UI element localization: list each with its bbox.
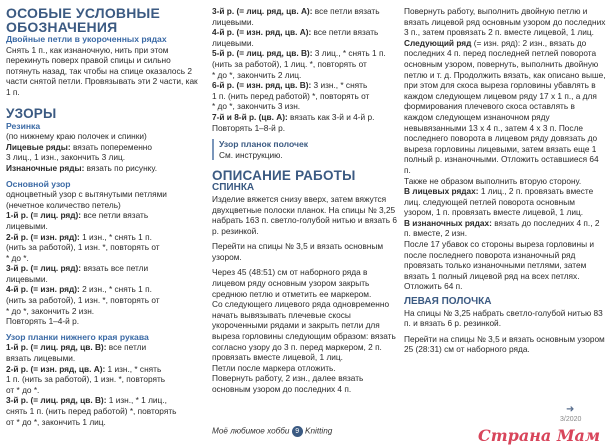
text-line: (по нижнему краю полочек и спинки) [6, 131, 147, 142]
subheading-sleeve-plank: Узор планки нижнего края рукава [6, 331, 149, 342]
footer [212, 426, 332, 437]
text-double-loops: Снять 1 п., как изнаночную, нить при этом перекинуть поверх правой спицы и сильно потянуть назад, так чтобы на спице оказалось 2 части снятой петли. Провязывать эти 2 части, как 1 п. [6, 44, 198, 97]
page-number: 3/2020 [560, 416, 582, 423]
text-line: одноцветный узор с вытянутыми петлями [6, 189, 167, 200]
text-paragraph: В лицевых рядах: 1 лиц., 2 п. провязать вместе лиц. следующей петлей поворота основным узором, 1 п. провязать вместе лицевой, 1 лиц. [404, 186, 594, 218]
text-line: от * до *, закончить 1 лиц. [6, 416, 106, 427]
heading-patterns: УЗОРЫ [6, 105, 57, 121]
column-left [6, 6, 204, 427]
text-line: 1-й р. (= лиц. ряд): все петли вязать [6, 210, 149, 221]
text-paragraph: Изделие вяжется снизу вверх, затем вяжутся двухцветные полоски планок. На спицы № 3,25 набрать 163 п. светло-голубой нитью и вязать 6 р. резинкой. [212, 193, 397, 236]
subheading-double-loops: Двойные петли в укороченных рядах [6, 34, 167, 44]
text-line: (нить за работой), 1 изн. *, повторять от [6, 295, 160, 306]
text-line: 4-й р. (= изн. ряд, цв. А): все петли вязать [212, 27, 379, 38]
text-paragraph: Петли после маркера отложить. [212, 362, 336, 373]
text-paragraph: В изнаночных рядах: вязать до последних 4 п., 2 п. вместе, 2 изн. [404, 217, 600, 239]
text-line: 3-й р. (= лиц. ряд): вязать все петли [6, 263, 149, 274]
text-line: лицевыми. [212, 37, 254, 48]
text-line: 1 п. (нить перед работой) *, повторять от [212, 90, 370, 101]
text-line: (нить за работой), 1 лиц. *, повторять от [212, 58, 367, 69]
column-right [404, 6, 606, 355]
text-line: 3-й р. (= лиц. ряд, цв. В): 1 изн., * 1 лиц., [6, 395, 167, 406]
heading-special-notation: ОСОБЫЕ УСЛОВНЫЕ ОБОЗНАЧЕНИЯ [6, 5, 160, 35]
text-line: снять 1 п. (нить перед работой) *, повторять [6, 406, 177, 416]
text-line: См. инструкцию. [219, 149, 283, 160]
text-line: вязать лицевыми. [6, 353, 76, 364]
text-line: * до *, закончить 3 изн. [212, 101, 301, 112]
subheading-front-plank: Узор планок полочек [219, 139, 309, 150]
text-line: 4-й р. (= изн. ряд): 2 изн., * снять 1 п. [6, 284, 152, 295]
text-line: * до *, закончить 2 изн. [6, 305, 95, 316]
text-line: 2-й р. (= изн. ряд, цв. А): 1 изн., * снять [6, 363, 162, 374]
text-paragraph: Перейти на спицы № 3,5 и вязать основным узором. [212, 241, 384, 262]
text-line: лицевыми. [6, 220, 48, 231]
text-line: * до *, закончить 2 лиц. [212, 69, 302, 80]
subheading-main-pattern: Основной узор [6, 178, 71, 189]
text-line: 6-й р. (= изн. ряд, цв. В): 3 изн., * снять [212, 80, 368, 91]
text-line: * до *. [6, 252, 29, 263]
text-paragraph: Следующий ряд (= изн. ряд): 2 изн., вязать до последних 4 п. перед последней петлей поворота основным узором, повернуть, выполнить двойную петлю и т. д. Продолжить вязать, как описано выше, при этом для скоса выреза горловины убавлять в каждом следующем лицевом ряду 17 х 1 п., а для формирования плечевого скоса оставлять в каждом следующем изнаночном ряду невывязанными 13 х 4 п., затем 4 х 3 п. После последнего поворота в лицевом ряду довязать до выреза горловины лицевыми, затем вязать еще 1 полный р. изнаночными. Отложить оставшиеся 64 п. [404, 37, 606, 175]
text-paragraph: Через 45 (48:51) см от наборного ряда в лицевом ряду основным узором закрыть среднюю петлю и отметить ее маркером. [212, 267, 372, 299]
subheading-left-front: ЛЕВАЯ ПОЛОЧКА [404, 296, 492, 308]
text-line: 1-й р. (= лиц. ряд, цв. В): все петли [6, 342, 147, 353]
text-paragraph: На спицы № 3,25 набрать светло-голубой нитью 83 п. и вязать 6 р. резинкой. [404, 307, 603, 329]
text-paragraph: После 17 убавок со стороны выреза горловины и после последнего поворота изнаночный ряд провязать только изнаночными петлями, затем вязать 1 полный лицевой ряд на всех петлях. [404, 239, 595, 281]
brand-name: Knitting [305, 426, 333, 436]
text-line: лицевыми. [212, 16, 254, 27]
text-line: от * до *. [6, 384, 40, 395]
text-line: 1 п. (нить за работой), 1 изн. *, повторять [6, 374, 166, 385]
issue-badge: 9 [292, 426, 303, 437]
journal-title: Моё любимое хобби [212, 426, 290, 436]
text-line: (нить за работой), 1 изн. *, повторять от [6, 242, 160, 253]
text-line: Лицевые ряды: вязать попеременно [6, 141, 152, 152]
continue-arrow-icon: ➜ [566, 404, 575, 415]
text-line: (нечетное количество петель) [6, 199, 121, 210]
column-middle [212, 6, 400, 395]
text-paragraph: Повернуть работу, 2 изн., далее вязать основным узором до последних 4 п. [212, 373, 364, 394]
text-line: лицевыми. [6, 273, 48, 284]
text-paragraph: Отложить 64 п. [404, 281, 463, 292]
text-line: 3-й р. (= лиц. ряд, цв. А): все петли вязать [212, 6, 380, 16]
text-line: Повторять 1–4-й р. [6, 316, 80, 327]
text-paragraph: Со следующего лицевого ряда одновременно начать вывязывать плечевые скосы укороченными рядами и закрыть петли для выреза горловины следующим образом: вязать согласно узору до 3 п. перед маркером, 2 п. провязать вместе лицевой, 1 лиц. [212, 299, 396, 363]
text-paragraph: Также не образом выполнить вторую сторону. [404, 175, 582, 186]
text-line: 2-й р. (= изн. ряд): 1 изн., * снять 1 п. [6, 231, 152, 242]
text-line: Изнаночные ряды: вязать по рисунку. [6, 162, 158, 173]
text-line: 3 лиц., 1 изн., закончить 3 лиц. [6, 152, 126, 163]
text-paragraph: Повернуть работу, выполнить двойную петлю и вязать лицевой ряд основным узором до последних 3 п., затем провязать 2 п. вместе лицевой, 1 лиц. [404, 6, 606, 38]
plank-note-block [212, 139, 400, 160]
heading-work-description: ОПИСАНИЕ РАБОТЫ [212, 168, 356, 184]
subheading-back: СПИНКА [212, 182, 255, 194]
text-paragraph: Перейти на спицы № 3,5 и вязать основным узором 25 (28:31) см от наборного ряда. [404, 333, 605, 355]
subheading-rezinka: Резинка [6, 120, 41, 131]
text-line: Повторять 1–8-й р. [212, 122, 286, 133]
watermark-logo: Страна Мам [478, 426, 601, 445]
text-line: 5-й р. (= лиц. ряд, цв. В): 3 лиц., * снять 1 п. [212, 48, 386, 59]
text-line: 7-й и 8-й р. (цв. А): вязать как 3-й и 4-й р. [212, 111, 375, 122]
